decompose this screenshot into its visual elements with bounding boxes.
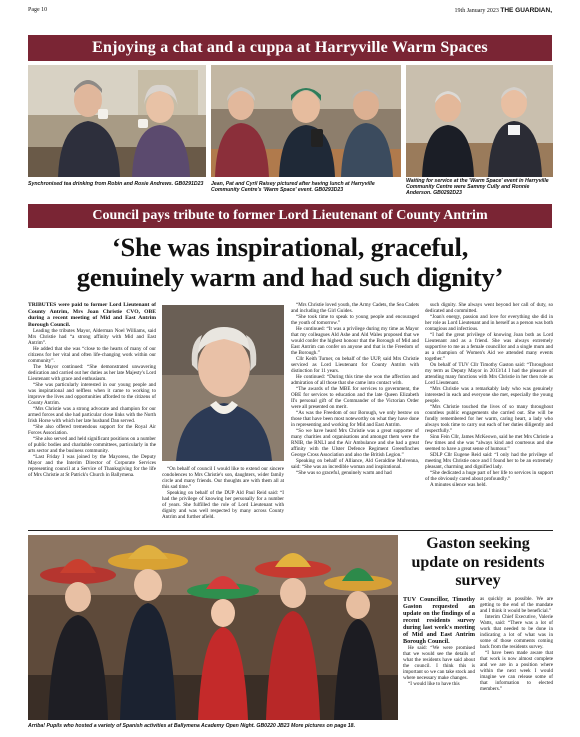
- caption-photo5: Arriba! Pupils who hosted a variety of Spanish activities at Ballymena Academy Open Night. GB0220 JB23 More pictures on page 18.: [28, 723, 356, 729]
- story-paragraph: “She was so graceful, genuinely warm and had: [296, 470, 392, 476]
- story-paragraph: such dignity. She always went beyond her call of duty, so dedicated and committed.: [425, 302, 553, 314]
- story-paragraph: “She also offered tremendous support for the Royal Air Forces Association.: [28, 424, 156, 437]
- story-paragraph: “Mrs Christie was a remarkably lady who was genuinely interested in each and everyone she met, especially the young people.: [425, 386, 553, 404]
- story-paragraph: Cllr Keith Turner, on behalf of the UUP, said Mrs Christie serviced as Lord Lieutenant for County Antrim with distinction for 11 years.: [291, 356, 419, 374]
- story-paragraph: “She was particularly interested in our young people and was inspirational and selfless when it came to working to improve the lives and opportunities afforded to the citizens of County Antrim.: [28, 382, 156, 407]
- photo-waiting-for-service: [406, 65, 553, 177]
- story-paragraph: He said: “We were promised that we would see the details of what the residents have said about the council. I think this is important so we can take stock and where necessary make changes.: [403, 645, 475, 681]
- section-banner: Enjoying a chat and a cuppa at Harryville Warm Spaces: [28, 35, 552, 61]
- story-paragraph: He added that she was “close to the hearts of many of our citizens for her vital and often life-changing work within our community”.: [28, 346, 156, 365]
- story-headline-line1: ‘She was inspirational, graceful,: [111, 232, 469, 262]
- story-paragraph: Interim Chief Executive, Valerie Watts, said: “There was a lot of work that needed to be done in indicating a lot of what was in some of those comments coming back from the residents survey.: [480, 614, 553, 650]
- story-paragraph: “The awards of the MBE for services to government, the OBE for services to education and the late Queen Elizabeth II's personal gift of the Commander of the Victorian Order were all presented on merit.: [291, 386, 419, 410]
- story-paragraph: TRIBUTES were paid to former Lord Lieutenant of County Antrim, Mrs Joan Christie CVO, OBE during a recent meeting of Mid and East Antrim Borough Council.: [28, 302, 156, 328]
- story-paragraph: TUV Councillor, Timothy Gaston requested an update on the findings of a recent residents survey during last week's meeting of Mid and East Antrim Borough Council.: [403, 596, 475, 645]
- sidebar-column-2: [480, 596, 553, 733]
- story-paragraph: “I would like to have this: [408, 681, 460, 687]
- story-paragraph: Speaking on behalf of the DUP Ald Paul Reid said: “I had the privilege of knowing her personally for a number of years. She fulfilled the role of Lord Lieutenant with dignity and was well respected by many across County Antrim and further afield.: [162, 490, 284, 520]
- issue-date: 19th January 2023: [454, 7, 499, 14]
- story-paragraph: On behalf of TUV Cllr Timothy Gaston said: “Throughout my term as Deputy Mayor in 2013/14 I had the pleasure of attending many functions with Mrs Christie in her then role as Lord Lieutenant.: [425, 362, 553, 386]
- page-number: Page 10: [28, 7, 48, 13]
- story-paragraph: “Mrs Christie touched the lives of so many throughout countless public engagements she carried out. She will be fondly remembered for her warm, caring heart, a lady who always took time to carry out each of her duties diligently and respectfully.”: [425, 404, 553, 434]
- story-paragraph: SDLP Cllr Eugene Reid said: “I only had the privilege of meeting Mrs Christie once and I found her to be an extremely pleasant, charming and dignified lady.: [425, 452, 553, 470]
- story-paragraph: A minutes silence was held.: [430, 482, 487, 488]
- story-column-4: [425, 302, 553, 527]
- story-paragraph: “She took time to speak to young people and encouraged the youth of tomorrow.”: [291, 314, 419, 326]
- caption-photo3: Waiting for service at the 'Warm Space' event in Harryville Community Centre were Sammy Cully and Ronnie Anderson. GB0292D23: [406, 178, 549, 196]
- story-paragraph: Speaking on behalf of Alliance, Ald Geraldine Mulvenna, said: “She was an incredible woman and inspirational.: [291, 458, 419, 470]
- story-headline-line2: genuinely warm and had such dignity’: [76, 262, 504, 292]
- story-paragraph: The Mayor continued: “She demonstrated unwavering dedication and carried out her duties as her late Majesty's Lord Lieutenant with grace and enthusiasm.: [28, 364, 156, 383]
- story-paragraph: “Last Friday I was joined by the Mayoress, the Deputy Mayor and the Interim Director of Corporate Services representing council at a Service of Thanksgiving for the life of Mrs Christie at St Patrick's Church in Ballymena.: [28, 454, 156, 479]
- story-paragraph: “On behalf of council I would like to extend our sincere condolences to Mrs Christie's son, daughters, wider family circle and many friends. Our thoughts are with them all at this sad time.”: [162, 466, 284, 490]
- sidebar-headline: Gaston seeking update on residents survey: [411, 535, 545, 589]
- story-paragraph: He continued: “During this time she won the affection and admiration of all those that she came into contact with.: [291, 374, 419, 386]
- story-paragraph: “Mrs Christie loved youth, the Army Cadets, the Sea Cadets and including the Girl Guides.: [291, 302, 419, 314]
- story-paragraph: “I had the great privilege of knowing Joan both as Lord Lieutenant and as a friend. She was always extremely supportive to me as a female councillor and a single mum and as a champion of Women's Aid we attended many events together.”: [425, 332, 553, 362]
- story-headline: [28, 232, 552, 292]
- story-paragraph: “I have been made aware that that work is now almost complete and we are in a position where within the next week I would imagine we can release some of that information to elected members.”: [480, 650, 553, 692]
- section-divider: [28, 530, 553, 531]
- story-paragraph: “Joan's energy, passion and love for everything she did in her role as Lord Lieutenant and in herself as a person was both contagious and infectious.: [425, 314, 553, 332]
- caption-photo2: Jean, Pat and Cyril Raisey pictured after having lunch at Harryville Community Centre's 'Warm Space' event. GB0293D23: [211, 181, 375, 193]
- story-paragraph: He continued: “It was a privilege during my time as Mayor that my colleagues Ald Ashe and Ald Wales proposed that we would confer the highest honour that the Borough of Mid and East Antrim can confer on anyone and that is the Freedom of the Borough.”: [291, 326, 419, 356]
- story-paragraph: Sinn Fein Cllr, James McKeown, said he met Mrs Christie a few times and she was “always kind and courteous and she seemed to have a great sense of humour.”: [425, 434, 553, 452]
- issue-info: [455, 7, 552, 14]
- story-paragraph: “As was the Freedom of our Borough, we only bestow on those that have been most noteworthy on what they have done in representing and working for Mid and East Antrim.: [291, 410, 419, 428]
- photo-joan-christie-portrait: [162, 305, 284, 461]
- story-paragraph: “Mrs Christie was a strong advocate and champion for our armed forces and she had particular close links with the North Irish Horse with which her late husband Dan served.: [28, 406, 156, 425]
- story-section-banner: Council pays tribute to former Lord Lieutenant of County Antrim: [28, 204, 552, 228]
- caption-photo1: Synchronised tea drinking from Robin and Rosie Andrews. GB0291D23: [28, 181, 204, 187]
- photo-tea-drinking: [28, 65, 206, 177]
- story-paragraph: “She dedicated a huge part of her life to services in support of the obviously cared about profoundly.”: [425, 470, 553, 482]
- photo-spanish-activities: [28, 535, 398, 720]
- publication-name: THE GUARDIAN,: [500, 6, 552, 14]
- story-paragraph: Leading the tributes Mayor, Alderman Noel Williams, said Mrs Christie had “a strong affinity with Mid and East Antrim”.: [28, 328, 156, 347]
- story-paragraph: “So we have heard Mrs Christie was a great supporter of many charities and organisations and amongst them were the RNIB, the RNLI and the Air Ambulance and she had a great affinity with the Ulster Defence Regiment Greenfinches George Cross Association and also the British Legion.”: [291, 428, 419, 458]
- story-paragraph: “She also served and held significant positions on a number of public bodies and charitable committees, particularly in the arts sector and the business community.: [28, 436, 156, 455]
- page-header: [28, 4, 552, 16]
- story-column-2: [162, 466, 284, 528]
- story-column-1: [28, 302, 156, 527]
- story-paragraph: as quickly as possible. We are getting to the end of the mandate and I think it would be beneficial.”: [480, 596, 553, 614]
- sidebar-column-1: [403, 596, 475, 733]
- photo-raisey-family: [211, 65, 401, 177]
- story-column-3: [291, 302, 419, 527]
